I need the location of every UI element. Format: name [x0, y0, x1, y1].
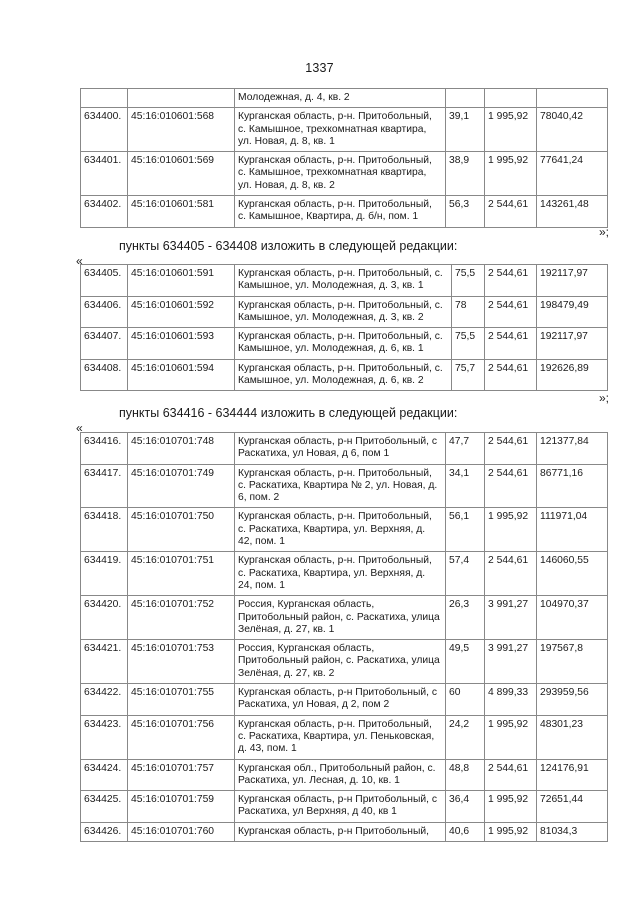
item-number-cell: 634402. — [81, 196, 128, 228]
cadastral-rate-cell — [485, 89, 537, 108]
item-number-cell: 634423. — [81, 715, 128, 759]
cadastral-rate-cell: 2 544,61 — [485, 464, 537, 508]
address-cell: Курганская область, р-н Притобольный, с Раскатиха, ул Новая, д 2, пом 2 — [235, 684, 446, 716]
area-cell: 26,3 — [446, 596, 485, 640]
cadastral-number-cell: 45:16:010601:594 — [128, 359, 235, 391]
table-row — [81, 108, 608, 152]
area-cell: 56,1 — [446, 508, 485, 552]
cadastral-number-cell: 45:16:010701:752 — [128, 596, 235, 640]
cadastral-rate-cell: 1 995,92 — [485, 152, 537, 196]
cadastral-value-cell: 143261,48 — [537, 196, 608, 228]
table-row — [81, 715, 608, 759]
cadastral-rate-cell: 2 544,61 — [485, 552, 537, 596]
cadastral-number-cell: 45:16:010601:592 — [128, 296, 235, 328]
cadastral-rate-cell: 2 544,61 — [485, 296, 537, 328]
cadastral-rate-cell: 4 899,33 — [485, 684, 537, 716]
cadastral-value-cell: 192117,97 — [537, 328, 608, 360]
cadastral-number-cell: 45:16:010601:568 — [128, 108, 235, 152]
cadastral-rate-cell: 1 995,92 — [485, 715, 537, 759]
table-row — [81, 196, 608, 228]
cadastral-number-cell: 45:16:010701:748 — [128, 433, 235, 465]
cadastral-value-cell: 124176,91 — [537, 759, 608, 791]
item-number-cell: 634400. — [81, 108, 128, 152]
cadastral-rate-cell: 2 544,61 — [485, 359, 537, 391]
address-cell: Курганская область, р-н. Притобольный, с. Раскатиха, Квартира, ул. Пеньковская, д. 43, пом. 1 — [235, 715, 446, 759]
item-number-cell: 634401. — [81, 152, 128, 196]
cadastral-value-cell: 121377,84 — [537, 433, 608, 465]
cadastral-value-cell: 197567,8 — [537, 640, 608, 684]
item-number-cell: 634406. — [81, 296, 128, 328]
table-row — [81, 684, 608, 716]
cadastral-number-cell: 45:16:010701:755 — [128, 684, 235, 716]
item-number-cell: 634408. — [81, 359, 128, 391]
table-row — [81, 759, 608, 791]
table-row — [81, 464, 608, 508]
item-number-cell: 634421. — [81, 640, 128, 684]
registry-table-1 — [80, 88, 608, 228]
amendment-instruction: пункты 634405 - 634408 изложить в следующей редакции: — [119, 239, 458, 253]
cadastral-value-cell: 198479,49 — [537, 296, 608, 328]
page-number: 1337 — [305, 61, 334, 75]
cadastral-value-cell: 192626,89 — [537, 359, 608, 391]
item-number-cell: 634426. — [81, 822, 128, 841]
cadastral-value-cell: 146060,55 — [537, 552, 608, 596]
cadastral-number-cell: 45:16:010601:593 — [128, 328, 235, 360]
address-cell: Курганская область, р-н. Притобольный, с. Камышное, ул. Молодежная, д. 3, кв. 1 — [235, 265, 452, 297]
table-row — [81, 552, 608, 596]
cadastral-rate-cell: 2 544,61 — [485, 433, 537, 465]
area-cell: 75,7 — [452, 359, 485, 391]
address-cell: Россия, Курганская область, Притобольный район, с. Раскатиха, улица Зелёная, д. 27, кв. 2 — [235, 640, 446, 684]
cadastral-number-cell: 45:16:010701:749 — [128, 464, 235, 508]
area-cell: 78 — [452, 296, 485, 328]
area-cell: 75,5 — [452, 265, 485, 297]
closing-quote: »; — [598, 391, 609, 405]
table-row — [81, 433, 608, 465]
cadastral-value-cell: 104970,37 — [537, 596, 608, 640]
closing-quote: »; — [598, 225, 609, 239]
item-number-cell: 634418. — [81, 508, 128, 552]
table-row — [81, 822, 608, 841]
table-row — [81, 89, 608, 108]
cadastral-number-cell: 45:16:010701:751 — [128, 552, 235, 596]
cadastral-number-cell: 45:16:010701:756 — [128, 715, 235, 759]
cadastral-rate-cell: 2 544,61 — [485, 265, 537, 297]
cadastral-value-cell — [537, 89, 608, 108]
address-cell: Курганская область, р-н Притобольный, с Раскатиха, ул Новая, д 6, пом 1 — [235, 433, 446, 465]
area-cell: 49,5 — [446, 640, 485, 684]
item-number-cell — [81, 89, 128, 108]
area-cell: 39,1 — [446, 108, 485, 152]
address-cell: Курганская область, р-н. Притобольный, с. Камышное, трехкомнатная квартира, ул. Новая, д. 8, кв. 2 — [235, 152, 446, 196]
cadastral-rate-cell: 1 995,92 — [485, 508, 537, 552]
table-row — [81, 791, 608, 823]
table-row — [81, 296, 608, 328]
area-cell: 34,1 — [446, 464, 485, 508]
cadastral-number-cell: 45:16:010701:759 — [128, 791, 235, 823]
table-row — [81, 640, 608, 684]
table-row — [81, 596, 608, 640]
registry-table-2 — [80, 264, 608, 391]
area-cell: 40,6 — [446, 822, 485, 841]
area-cell: 47,7 — [446, 433, 485, 465]
item-number-cell: 634417. — [81, 464, 128, 508]
area-cell: 56,3 — [446, 196, 485, 228]
cadastral-rate-cell: 2 544,61 — [485, 196, 537, 228]
item-number-cell: 634407. — [81, 328, 128, 360]
cadastral-value-cell: 48301,23 — [537, 715, 608, 759]
cadastral-rate-cell: 1 995,92 — [485, 108, 537, 152]
area-cell: 57,4 — [446, 552, 485, 596]
cadastral-value-cell: 293959,56 — [537, 684, 608, 716]
table-row — [81, 328, 608, 360]
address-cell: Курганская область, р-н. Притобольный, с. Камышное, ул. Молодежная, д. 3, кв. 2 — [235, 296, 452, 328]
address-cell: Молодежная, д. 4, кв. 2 — [235, 89, 446, 108]
registry-table-3 — [80, 432, 608, 842]
area-cell — [446, 89, 485, 108]
amendment-instruction: пункты 634416 - 634444 изложить в следующей редакции: — [119, 406, 458, 420]
address-cell: Курганская область, р-н. Притобольный, с. Камышное, ул. Молодежная, д. 6, кв. 2 — [235, 359, 452, 391]
cadastral-rate-cell: 1 995,92 — [485, 822, 537, 841]
cadastral-rate-cell: 3 991,27 — [485, 640, 537, 684]
cadastral-number-cell: 45:16:010701:757 — [128, 759, 235, 791]
area-cell: 60 — [446, 684, 485, 716]
address-cell: Курганская область, р-н. Притобольный, с. Раскатиха, Квартира, ул. Верхняя, д. 42, пом. 1 — [235, 508, 446, 552]
item-number-cell: 634416. — [81, 433, 128, 465]
cadastral-rate-cell: 3 991,27 — [485, 596, 537, 640]
cadastral-value-cell: 77641,24 — [537, 152, 608, 196]
item-number-cell: 634424. — [81, 759, 128, 791]
cadastral-value-cell: 78040,42 — [537, 108, 608, 152]
area-cell: 36,4 — [446, 791, 485, 823]
cadastral-rate-cell: 1 995,92 — [485, 791, 537, 823]
cadastral-number-cell: 45:16:010601:569 — [128, 152, 235, 196]
item-number-cell: 634422. — [81, 684, 128, 716]
cadastral-value-cell: 111971,04 — [537, 508, 608, 552]
table-row — [81, 359, 608, 391]
opening-quote: « — [76, 254, 83, 268]
address-cell: Курганская область, р-н Притобольный, — [235, 822, 446, 841]
address-cell: Курганская область, р-н. Притобольный, с. Камышное, ул. Молодежная, д. 6, кв. 1 — [235, 328, 452, 360]
address-cell: Курганская область, р-н. Притобольный, с. Камышное, трехкомнатная квартира, ул. Новая, д. 8, кв. 1 — [235, 108, 446, 152]
cadastral-value-cell: 81034,3 — [537, 822, 608, 841]
item-number-cell: 634419. — [81, 552, 128, 596]
area-cell: 75,5 — [452, 328, 485, 360]
address-cell: Россия, Курганская область, Притобольный район, с. Раскатиха, улица Зелёная, д. 27, кв. 1 — [235, 596, 446, 640]
cadastral-number-cell: 45:16:010701:750 — [128, 508, 235, 552]
area-cell: 48,8 — [446, 759, 485, 791]
area-cell: 38,9 — [446, 152, 485, 196]
address-cell: Курганская область, р-н. Притобольный, с. Раскатиха, Квартира № 2, ул. Новая, д. 6, пом. 2 — [235, 464, 446, 508]
cadastral-number-cell: 45:16:010701:760 — [128, 822, 235, 841]
cadastral-number-cell — [128, 89, 235, 108]
address-cell: Курганская область, р-н Притобольный, с Раскатиха, ул Верхняя, д 40, кв 1 — [235, 791, 446, 823]
cadastral-rate-cell: 2 544,61 — [485, 328, 537, 360]
cadastral-value-cell: 72651,44 — [537, 791, 608, 823]
item-number-cell: 634405. — [81, 265, 128, 297]
address-cell: Курганская обл., Притобольный район, с. Раскатиха, ул. Лесная, д. 10, кв. 1 — [235, 759, 446, 791]
table-row — [81, 508, 608, 552]
opening-quote: « — [76, 421, 83, 435]
cadastral-value-cell: 86771,16 — [537, 464, 608, 508]
address-cell: Курганская область, р-н. Притобольный, с. Камышное, Квартира, д. б/н, пом. 1 — [235, 196, 446, 228]
item-number-cell: 634420. — [81, 596, 128, 640]
address-cell: Курганская область, р-н. Притобольный, с. Раскатиха, Квартира, ул. Верхняя, д. 24, пом. 1 — [235, 552, 446, 596]
table-row — [81, 152, 608, 196]
table-row — [81, 265, 608, 297]
cadastral-number-cell: 45:16:010701:753 — [128, 640, 235, 684]
cadastral-number-cell: 45:16:010601:591 — [128, 265, 235, 297]
area-cell: 24,2 — [446, 715, 485, 759]
cadastral-value-cell: 192117,97 — [537, 265, 608, 297]
cadastral-rate-cell: 2 544,61 — [485, 759, 537, 791]
cadastral-number-cell: 45:16:010601:581 — [128, 196, 235, 228]
item-number-cell: 634425. — [81, 791, 128, 823]
